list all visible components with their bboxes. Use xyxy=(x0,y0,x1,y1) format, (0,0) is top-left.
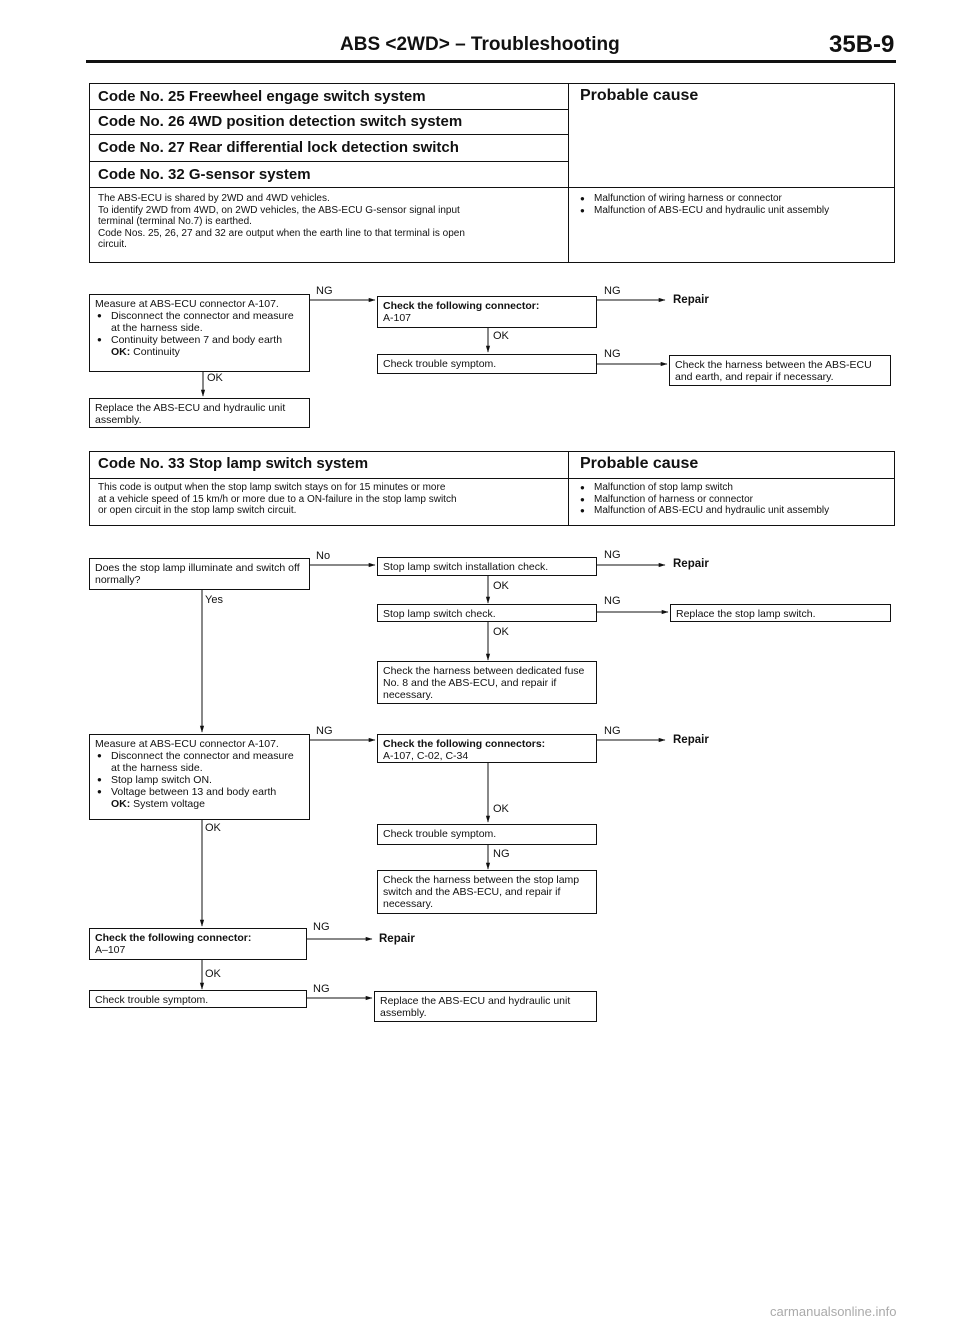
harness-stop-box xyxy=(377,870,597,914)
ok-label: OK: xyxy=(111,346,131,358)
ng-label: NG xyxy=(604,725,621,737)
probable-cause-label-2: Probable cause xyxy=(580,455,699,472)
check-connector-box-2 xyxy=(89,928,307,960)
install-check: Stop lamp switch installation check. xyxy=(383,561,549,573)
check-connector-title: Check the following connector: xyxy=(383,300,540,312)
repair-label: Repair xyxy=(673,294,709,306)
check-connectors-value: A-107, C-02, C-34 xyxy=(383,750,469,762)
page-title: ABS <2WD> – Troubleshooting xyxy=(340,34,620,55)
check-symptom: Check trouble symptom. xyxy=(95,994,209,1006)
repair-label: Repair xyxy=(673,734,709,746)
measure-box-2 xyxy=(89,734,310,820)
code-33: Code No. 33 Stop lamp switch system xyxy=(98,455,369,472)
ok-label: OK xyxy=(207,372,223,384)
check-symptom-box-2 xyxy=(377,824,597,845)
check-connector-title: Check the following connector: xyxy=(95,932,252,944)
table2-causes xyxy=(578,482,890,517)
ng-label: NG xyxy=(604,285,621,297)
harness-stop: Check the harness between the stop lamp switch and the ABS-ECU, and repair if necessary. xyxy=(383,874,580,910)
ok-label: OK xyxy=(205,968,221,980)
cause-item: ● Malfunction of wiring harness or connector xyxy=(578,193,890,205)
yes-label: Yes xyxy=(205,594,223,606)
replace-box-1 xyxy=(89,398,310,428)
check-harness-box-1 xyxy=(669,355,891,386)
harness-fuse-box xyxy=(377,661,597,704)
probable-cause-label: Probable cause xyxy=(580,87,699,104)
desc-line: The ABS-ECU is shared by 2WD and 4WD vehicles. xyxy=(98,193,330,204)
code-table-2 xyxy=(89,451,895,526)
question-box xyxy=(89,558,310,590)
ok-label: OK xyxy=(493,580,509,592)
code-26: Code No. 26 4WD position detection switch system xyxy=(98,113,463,130)
check-symptom-box-1 xyxy=(377,354,597,374)
repair-label: Repair xyxy=(673,558,709,570)
table2-description xyxy=(98,482,568,517)
check-connectors-title: Check the following connectors: xyxy=(383,738,546,750)
cause-item: ● Malfunction of harness or connector xyxy=(578,494,890,506)
code-32: Code No. 32 G-sensor system xyxy=(98,166,311,183)
ng-label: NG xyxy=(313,983,330,995)
replace-switch-box xyxy=(670,604,891,622)
measure-item: ● Stop lamp switch ON. xyxy=(95,774,304,786)
replace-text: Replace the ABS-ECU and hydraulic unit assembly. xyxy=(95,402,286,426)
check-symptom: Check trouble symptom. xyxy=(383,828,497,840)
ok-value: System voltage xyxy=(133,798,205,810)
ok-label: OK xyxy=(205,822,221,834)
question-text: Does the stop lamp illuminate and switch off normally? xyxy=(95,562,300,586)
switch-check-box xyxy=(377,604,597,622)
harness-fuse: Check the harness between dedicated fuse No. 8 and the ABS-ECU, and repair if necessary. xyxy=(383,665,585,701)
page-number: 35B-9 xyxy=(829,31,895,58)
desc-line: circuit. xyxy=(98,239,127,250)
ng-label: NG xyxy=(316,285,333,297)
ng-label: NG xyxy=(604,348,621,360)
check-connector-value: A-107 xyxy=(383,312,412,324)
ng-label: NG xyxy=(316,725,333,737)
check-symptom: Check trouble symptom. xyxy=(383,358,497,370)
measure-box-1 xyxy=(89,294,310,372)
check-connector-box-1 xyxy=(377,296,597,328)
desc-line: To identify 2WD from 4WD, on 2WD vehicles, the ABS-ECU G-sensor signal input xyxy=(98,204,460,216)
check-connector-value: A–107 xyxy=(95,944,126,956)
replace-switch: Replace the stop lamp switch. xyxy=(676,608,816,620)
measure-item: ● Continuity between 7 and body earth xyxy=(95,334,304,346)
code-25: Code No. 25 Freewheel engage switch system xyxy=(98,88,426,105)
desc-line: or open circuit in the stop lamp switch circuit. xyxy=(98,505,297,516)
check-connectors-box xyxy=(377,734,597,763)
measure-title: Measure at ABS-ECU connector A-107. xyxy=(95,298,279,310)
measure-title: Measure at ABS-ECU connector A-107. xyxy=(95,738,279,750)
cause-item: ● Malfunction of ABS-ECU and hydraulic unit assembly xyxy=(578,505,890,517)
ng-label: NG xyxy=(604,549,621,561)
ng-label: NG xyxy=(604,595,621,607)
ng-label: NG xyxy=(313,921,330,933)
measure-item: ● Disconnect the connector and measure at the harness side. xyxy=(95,750,304,774)
ng-label: NG xyxy=(493,848,510,860)
install-check-box xyxy=(377,557,597,576)
switch-check: Stop lamp switch check. xyxy=(383,608,496,620)
desc-line: Code Nos. 25, 26, 27 and 32 are output when the earth line to that terminal is open xyxy=(98,227,465,239)
code-27: Code No. 27 Rear differential lock detection switch xyxy=(98,139,459,156)
ok-value: Continuity xyxy=(133,346,180,358)
ok-label: OK xyxy=(493,803,509,815)
measure-item: ● Voltage between 13 and body earth xyxy=(95,786,304,798)
ok-label: OK xyxy=(493,626,509,638)
replace-ecu-box xyxy=(374,991,597,1022)
no-label: No xyxy=(316,550,331,562)
replace-ecu: Replace the ABS-ECU and hydraulic unit assembly. xyxy=(380,995,571,1019)
repair-label: Repair xyxy=(379,933,415,945)
measure-item: ● Disconnect the connector and measure at the harness side. xyxy=(95,310,304,334)
desc-line: This code is output when the stop lamp switch stays on for 15 minutes or more xyxy=(98,482,446,493)
check-symptom-box-3 xyxy=(89,990,307,1008)
ok-label: OK: xyxy=(111,798,131,810)
desc-line: terminal (terminal No.7) is earthed. xyxy=(98,216,252,227)
cause-item: ● Malfunction of stop lamp switch xyxy=(578,482,890,494)
ok-label: OK xyxy=(493,330,509,342)
cause-item: ● Malfunction of ABS-ECU and hydraulic unit assembly xyxy=(578,205,890,217)
desc-line: at a vehicle speed of 15 km/h or more due to a ON-failure in the stop lamp switch xyxy=(98,493,457,505)
watermark: carmanualsonline.info xyxy=(770,1304,897,1319)
check-harness: Check the harness between the ABS-ECU and earth, and repair if necessary. xyxy=(675,359,872,383)
